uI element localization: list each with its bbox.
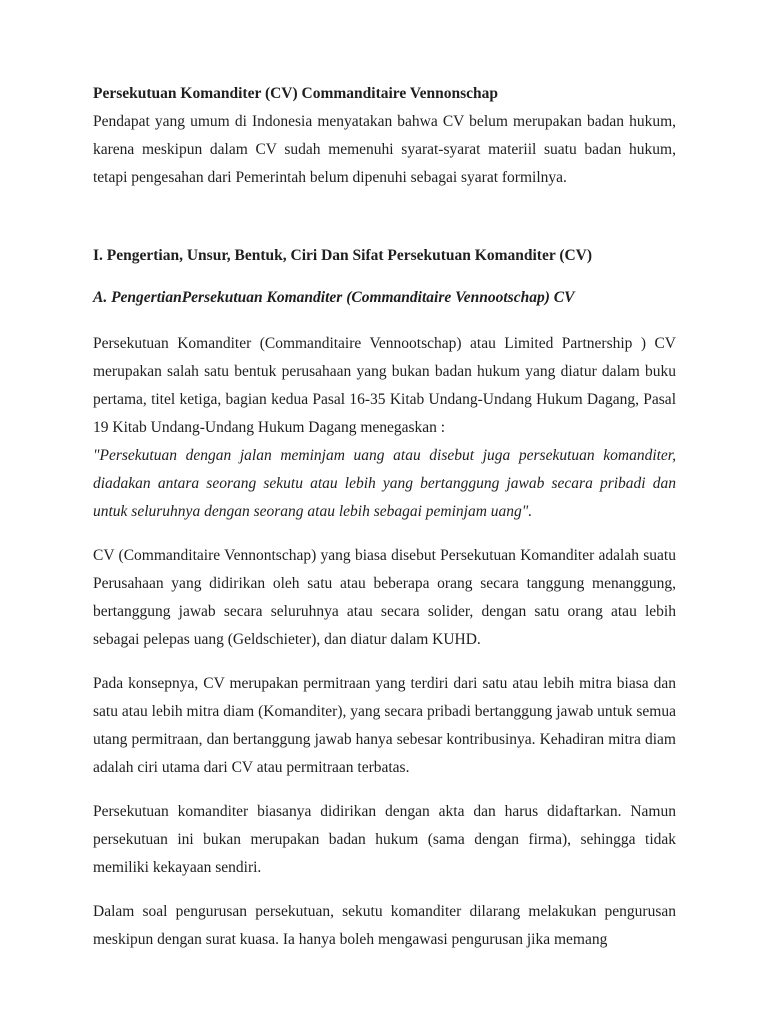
paragraph-konsep: Pada konsepnya, CV merupakan permitraan yang terdiri dari satu atau lebih mitra biasa dan satu atau lebih mitra diam (Komanditer), yang secara pribadi bertanggung jawab untuk semua utang permitraan, dan bertanggung jawab hanya sebesar kontribusinya. Kehadiran mitra diam adalah ciri utama dari CV atau permitraan terbatas. — [93, 675, 676, 776]
subsection-heading: A. PengertianPersekutuan Komanditer (Commanditaire Vennootschap) CV — [93, 289, 575, 306]
document-title: Persekutuan Komanditer (CV) Commanditaire Vennonschap — [93, 85, 499, 102]
section-heading: I. Pengertian, Unsur, Bentuk, Ciri Dan Sifat Persekutuan Komanditer (CV) — [93, 247, 593, 264]
intro-paragraph: Pendapat yang umum di Indonesia menyatakan bahwa CV belum merupakan badan hukum, karena meskipun dalam CV sudah memenuhi syarat-syarat materiil suatu badan hukum, tetapi pengesahan dari Pemerintah belum dipenuhi sebagai syarat formilnya. — [93, 113, 676, 186]
paragraph-definition: Persekutuan Komanditer (Commanditaire Vennootschap) atau Limited Partnership ) CV merupakan salah satu bentuk perusahaan yang bukan badan hukum yang diatur dalam buku pertama, titel ketiga, bagian kedua Pasal 16-35 Kitab Undang-Undang Hukum Dagang, Pasal 19 Kitab Undang-Undang Hukum Dagang menegaskan : — [93, 335, 676, 436]
paragraph-akta: Persekutuan komanditer biasanya didirikan dengan akta dan harus didaftarkan. Namun persekutuan ini bukan merupakan badan hukum (sama dengan firma), sehingga tidak memiliki kekayaan sendiri. — [93, 803, 676, 876]
paragraph-cv-description: CV (Commanditaire Vennontschap) yang biasa disebut Persekutuan Komanditer adalah suatu Perusahaan yang didirikan oleh satu atau beberapa orang secara tanggung menanggung, bertanggung jawab secara seluruhnya atau secara solider, dengan satu orang atau lebih sebagai pelepas uang (Geldschieter), dan diatur dalam KUHD. — [93, 547, 676, 648]
paragraph-pengurusan: Dalam soal pengurusan persekutuan, sekutu komanditer dilarang melakukan pengurusan meskipun dengan surat kuasa. Ia hanya boleh mengawasi pengurusan jika memang — [93, 903, 676, 948]
quote-pasal-19: "Persekutuan dengan jalan meminjam uang atau disebut juga persekutuan komanditer, diadakan antara seorang sekutu atau lebih yang bertanggung jawab secara pribadi dan untuk seluruhnya dengan seorang atau lebih sebagai peminjam uang". — [93, 447, 676, 520]
